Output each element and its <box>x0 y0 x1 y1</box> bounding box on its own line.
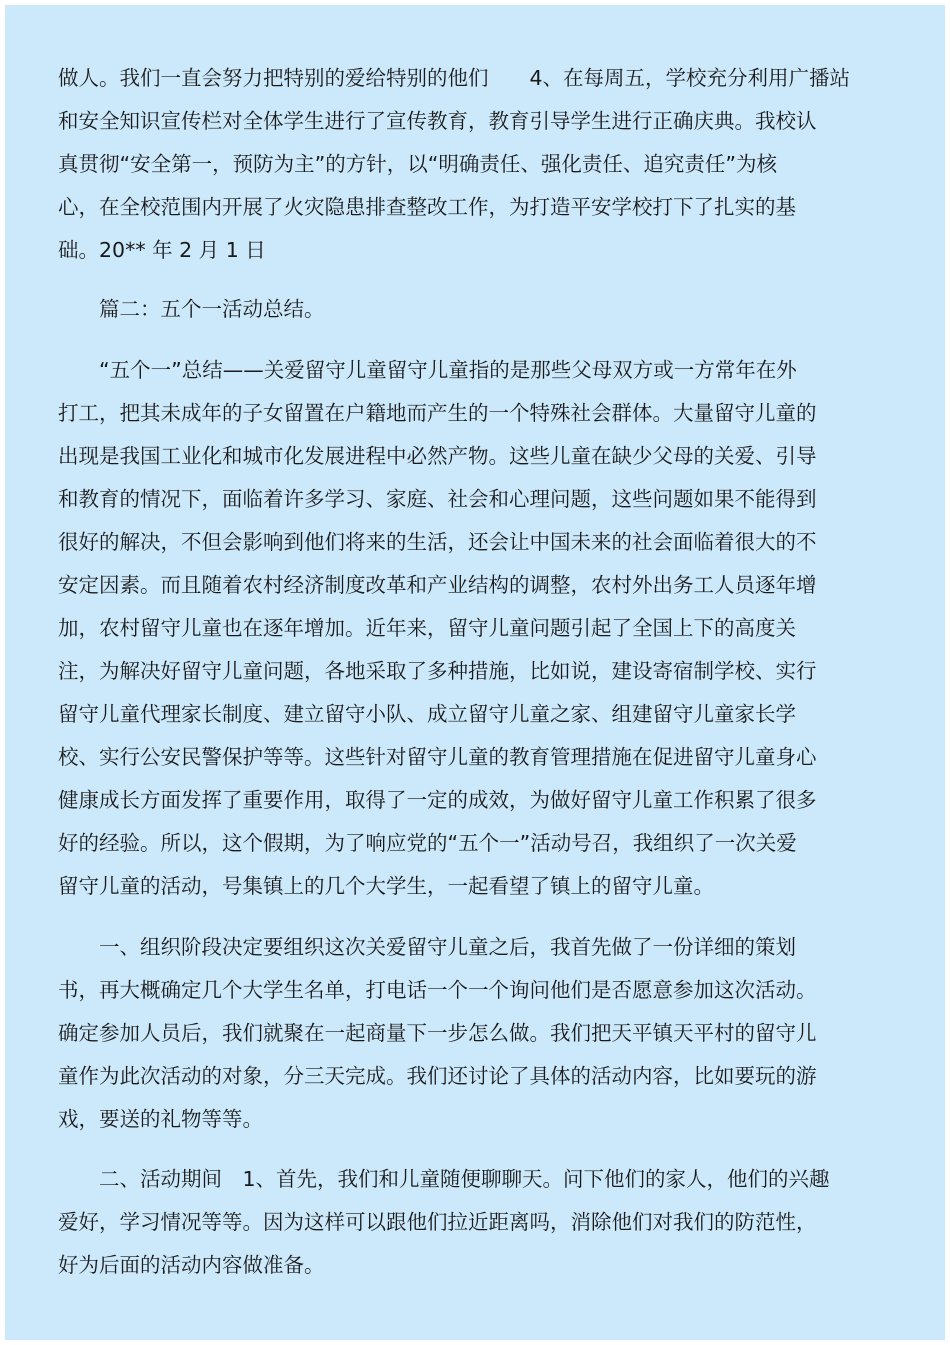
text-line: 打工，把其未成年的子女留置在户籍地而产生的一个特殊社会群体。大量留守儿童的 <box>58 401 817 425</box>
text-line: 确定参加人员后，我们就聚在一起商量下一步怎么做。我们把天平镇天平村的留守儿 <box>58 1021 817 1045</box>
text-line: 注，为解决好留守儿童问题，各地采取了多种措施，比如说，建设寄宿制学校、实行 <box>58 659 817 683</box>
text-line: 童作为此次活动的对象，分三天完成。我们还讨论了具体的活动内容，比如要玩的游 <box>58 1064 817 1088</box>
text-line: 好的经验。所以，这个假期，为了响应党的“五个一”活动号召，我组织了一次关爱 <box>58 831 797 855</box>
text-line: 校、实行公安民警保护等等。这些针对留守儿童的教育管理措施在促进留守儿童身心 <box>58 745 817 769</box>
text-line: 爱好，学习情况等等。因为这样可以跟他们拉近距离吗，消除他们对我们的防范性， <box>58 1210 817 1234</box>
text-line: 加，农村留守儿童也在逐年增加。近年来，留守儿童问题引起了全国上下的高度关 <box>58 616 796 640</box>
text-line: 安定因素。而且随着农村经济制度改革和产业结构的调整，农村外出务工人员逐年增 <box>58 573 817 597</box>
text-line: 和安全知识宣传栏对全体学生进行了宣传教育，教育引导学生进行正确庆典。我校认 <box>58 109 817 133</box>
text-line: 健康成长方面发挥了重要作用，取得了一定的成效，为做好留守儿童工作积累了很多 <box>58 788 817 812</box>
text-line: 和教育的情况下，面临着许多学习、家庭、社会和心理问题，这些问题如果不能得到 <box>58 487 817 511</box>
text-line: 书，再大概确定几个大学生名单，打电话一个一个询问他们是否愿意参加这次活动。 <box>58 978 817 1002</box>
text-line: 真贯彻“安全第一，预防为主”的方针，以“明确责任、强化责任、追究责任”为核 <box>58 152 777 176</box>
section-heading: 篇二：五个一活动总结。 <box>58 297 325 321</box>
text-line: 心，在全校范围内开展了火灾隐患排查整改工作，为打造平安学校打下了扎实的基 <box>58 195 796 219</box>
text-line: 础。20** 年 2 月 1 日 <box>58 238 266 262</box>
text-line: 一、组织阶段决定要组织这次关爱留守儿童之后，我首先做了一份详细的策划 <box>58 935 796 959</box>
text-line: 很好的解决，不但会影响到他们将来的生活，还会让中国未来的社会面临着很大的不 <box>58 530 817 554</box>
text-line: 二、活动期间 1、首先，我们和儿童随便聊聊天。问下他们的家人，他们的兴趣 <box>58 1167 830 1191</box>
text-line: 好为后面的活动内容做准备。 <box>58 1253 325 1277</box>
text-line: 出现是我国工业化和城市化发展进程中必然产物。这些儿童在缺少父母的关爱、引导 <box>58 444 817 468</box>
text-line: 留守儿童的活动，号集镇上的几个大学生，一起看望了镇上的留守儿童。 <box>58 874 714 898</box>
text-line: 做人。我们一直会努力把特别的爱给特别的他们 4、在每周五，学校充分利用广播站 <box>58 66 851 90</box>
text-line: 留守儿童代理家长制度、建立留守小队、成立留守儿童之家、组建留守儿童家长学 <box>58 702 796 726</box>
text-line: “五个一”总结——关爱留守儿童留守儿童指的是那些父母双方或一方常年在外 <box>58 358 797 382</box>
text-line: 戏，要送的礼物等等。 <box>58 1107 263 1131</box>
document-page <box>5 5 945 1340</box>
